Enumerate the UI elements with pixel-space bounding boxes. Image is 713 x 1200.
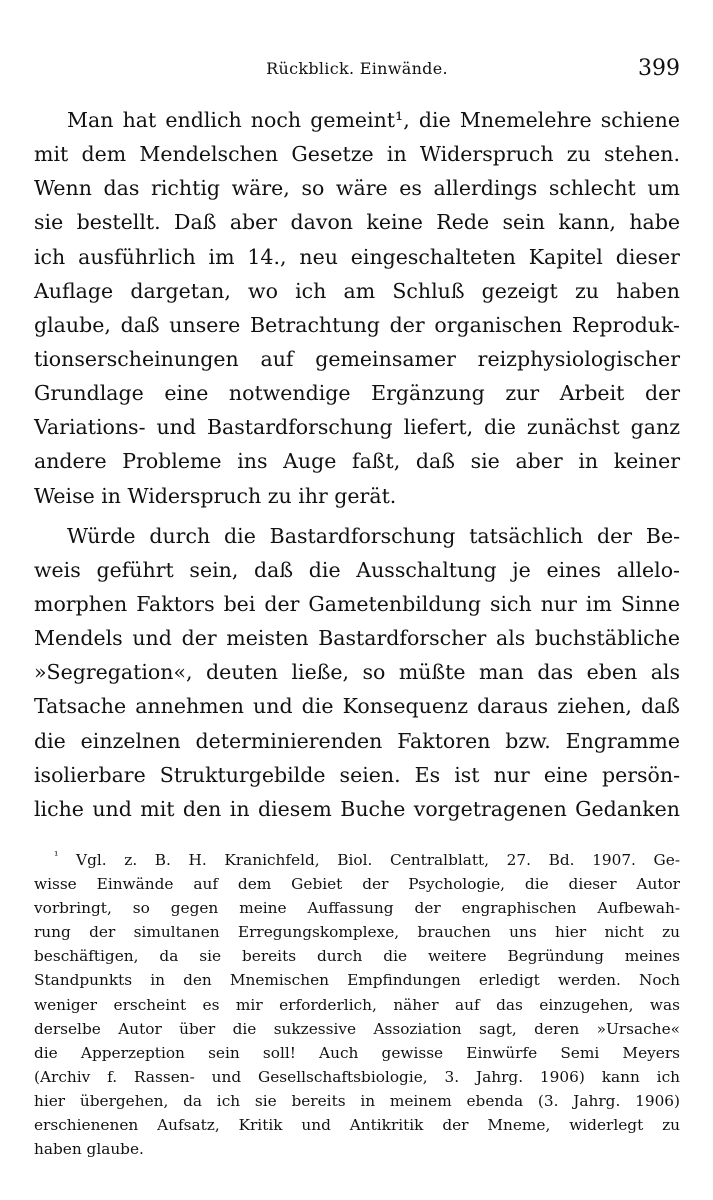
paragraph-1	[34, 103, 680, 513]
text-line: isolierbare Strukturgebilde seien. Es ist nur eine persön-	[34, 762, 680, 787]
running-head	[34, 54, 680, 84]
text-line: glaube, daß unsere Betrachtung der organischen Reproduk-	[34, 312, 680, 337]
page-number: 399	[638, 56, 680, 81]
footnote-marker: ¹	[54, 848, 59, 862]
running-title: Rückblick. Einwände.	[266, 59, 448, 78]
text-line: liche und mit den in diesem Buche vorgetragenen Gedanken	[34, 796, 680, 821]
text-line: morphen Faktors bei der Gametenbildung sich nur im Sinne	[34, 591, 680, 616]
text-line: sie bestellt. Daß aber davon keine Rede sein kann, habe	[34, 210, 680, 235]
footnote-line: die Apperzeption sein soll! Auch gewisse Einwürfe Semi Meyers	[34, 1043, 680, 1062]
text-line: Man hat endlich noch gemeint¹, die Mnemelehre schiene	[67, 108, 680, 132]
main-text	[34, 103, 680, 826]
footnote-line	[34, 848, 680, 872]
text-line: tionserscheinungen auf gemeinsamer reizphysiologischer	[34, 346, 680, 371]
text-line: die einzelnen determinierenden Faktoren bzw. Engramme	[34, 728, 680, 753]
text-line: weis geführt sein, daß die Ausschaltung je eines allelo-	[34, 557, 680, 582]
text-line: Mendels und der meisten Bastardforscher als buchstäbliche	[34, 626, 680, 651]
text-line: »Segregation«, deuten ließe, so müßte man das eben als	[34, 660, 680, 685]
footnote-line: haben glaube.	[34, 1140, 144, 1159]
footnote-line: vorbringt, so gegen meine Auffassung der engraphischen Aufbewah-	[34, 899, 680, 918]
footnote-line: hier übergehen, da ich sie bereits in meinem ebenda (3. Jahrg. 1906)	[34, 1091, 680, 1110]
text-line: mit dem Mendelschen Gesetze in Widerspruch zu stehen.	[34, 142, 680, 167]
footnote-line: weniger erscheint es mir erforderlich, näher auf das einzugehen, was	[34, 995, 680, 1014]
text-line: Würde durch die Bastardforschung tatsächlich der Be-	[67, 523, 680, 548]
text-line: Grundlage eine notwendige Ergänzung zur Arbeit der	[34, 381, 680, 406]
paragraph-2	[34, 519, 680, 826]
text-line: Variations- und Bastardforschung liefert, die zunächst ganz	[34, 415, 680, 440]
footnote	[34, 848, 680, 1161]
footnote-line: beschäftigen, da sie bereits durch die weitere Begründung meines	[34, 947, 680, 966]
footnote-line: derselbe Autor über die sukzessive Assoziation sagt, deren »Ursache«	[34, 1019, 680, 1038]
footnote-text: Vgl. z. B. H. Kranichfeld, Biol. Centralblatt, 27. Bd. 1907. Ge-	[76, 851, 680, 869]
text-line: andere Probleme ins Auge faßt, daß sie aber in keiner	[34, 449, 680, 474]
footnote-line: wisse Einwände auf dem Gebiet der Psychologie, die dieser Autor	[34, 875, 680, 894]
footnote-line: (Archiv f. Rassen- und Gesellschaftsbiologie, 3. Jahrg. 1906) kann ich	[34, 1067, 680, 1086]
text-line: Weise in Widerspruch zu ihr gerät.	[34, 483, 397, 508]
footnote-line: rung der simultanen Erregungskomplexe, brauchen uns hier nicht zu	[34, 923, 680, 942]
text-line: Tatsache annehmen und die Konsequenz daraus ziehen, daß	[34, 694, 680, 719]
text-line: Auflage dargetan, wo ich am Schluß gezeigt zu haben	[34, 278, 680, 303]
footnote-line: erschienenen Aufsatz, Kritik und Antikritik der Mneme, widerlegt zu	[34, 1116, 680, 1135]
text-line: Wenn das richtig wäre, so wäre es allerdings schlecht um	[34, 176, 680, 201]
text-line: ich ausführlich im 14., neu eingeschalteten Kapitel dieser	[34, 244, 680, 269]
footnote-line: Standpunkts in den Mnemischen Empfindungen erledigt werden. Noch	[34, 971, 680, 990]
